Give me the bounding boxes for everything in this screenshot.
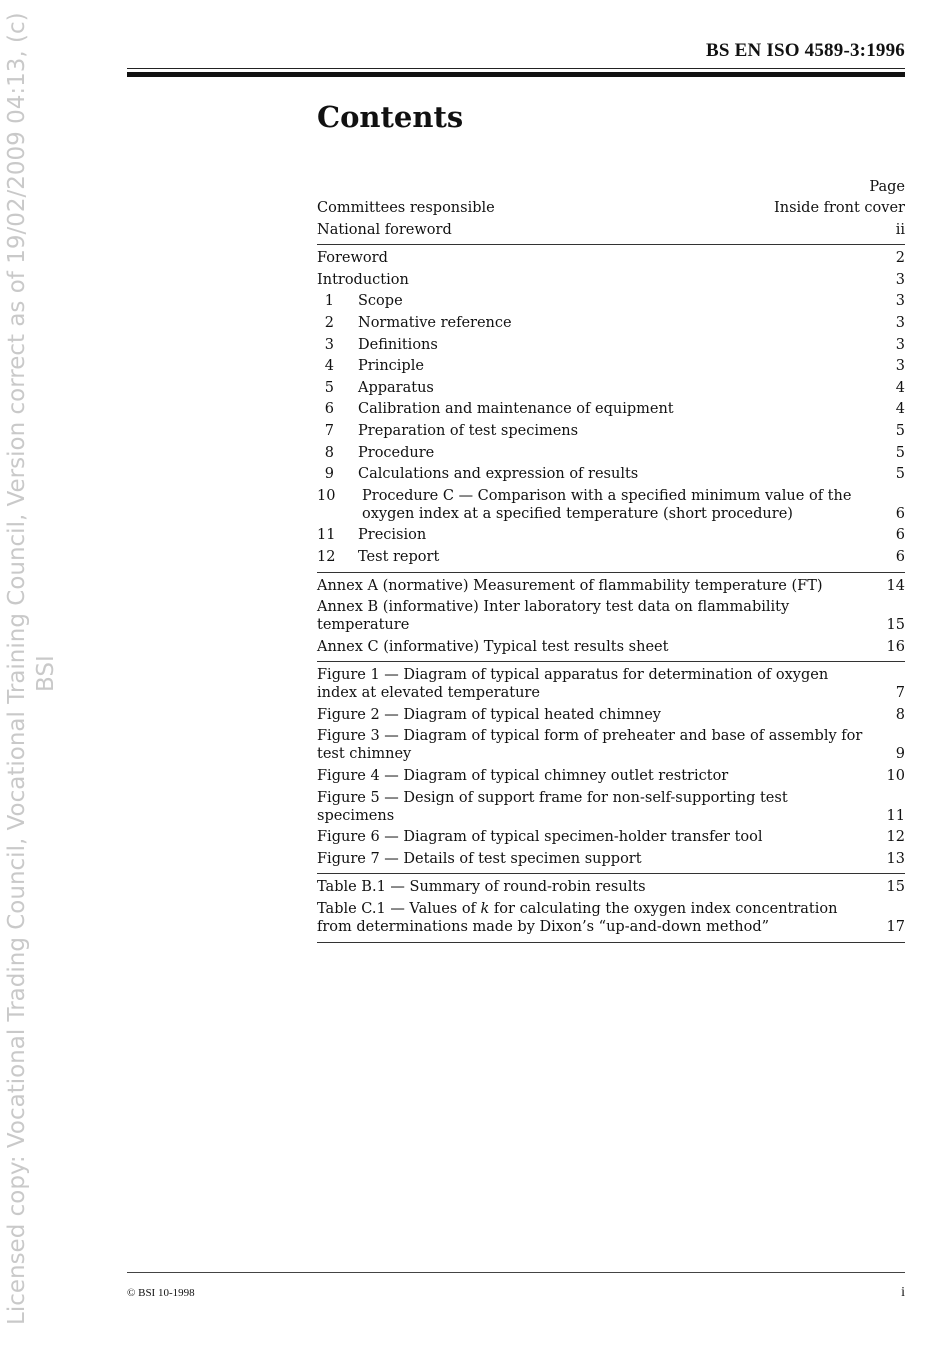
toc-entry-page: 8	[895, 706, 905, 723]
toc-figure-4[interactable]	[317, 767, 905, 785]
table-of-contents	[317, 178, 905, 947]
toc-clause-11[interactable]	[317, 526, 905, 544]
toc-entry-label: Definitions	[358, 336, 438, 353]
footer-rule	[127, 1272, 905, 1273]
clause-number: 2	[324, 314, 334, 331]
toc-annex-c[interactable]	[317, 638, 905, 656]
toc-figure-6[interactable]	[317, 828, 905, 846]
clause-number: 10	[317, 487, 336, 504]
toc-entry-label: Normative reference	[358, 314, 512, 331]
toc-entry-page: 9	[895, 746, 905, 763]
toc-clause-3[interactable]	[317, 336, 905, 354]
toc-entry-label: Figure 7 — Details of test specimen support	[317, 850, 642, 867]
toc-entry-page: 13	[886, 850, 905, 867]
toc-entry-page: 15	[886, 617, 905, 634]
toc-entry-label: Table C.1 — Values of k for calculating the oxygen index concentration from determinations made by Dixon’s “up-and-down method”	[317, 901, 838, 936]
toc-entry-page: 3	[895, 358, 905, 375]
toc-entry-label: Annex C (informative) Typical test results sheet	[317, 638, 669, 655]
toc-entry-page: 3	[895, 314, 905, 331]
toc-entry-label: Figure 3 — Diagram of typical form of preheater and base of assembly for test chimney	[317, 728, 863, 763]
toc-entry-page: 4	[895, 401, 905, 418]
watermark-line-2: BSI	[33, 655, 59, 692]
footer-copyright: © BSI 10-1998	[127, 1287, 195, 1299]
toc-entry-page: 10	[886, 768, 905, 785]
toc-entry-label: Precision	[358, 527, 427, 544]
toc-entry-label: Procedure C — Comparison with a specified minimum value of the oxygen index at a specified temperature (short procedure)	[362, 487, 852, 522]
toc-entry-label: Scope	[358, 293, 403, 310]
toc-annex-a[interactable]	[317, 577, 905, 595]
toc-entry-page: 12	[886, 829, 905, 846]
toc-table-group	[317, 878, 905, 942]
clause-number: 12	[317, 548, 336, 565]
toc-clause-10[interactable]	[317, 487, 905, 523]
clause-number: 7	[324, 422, 334, 439]
page-column-header: Page	[869, 179, 905, 195]
toc-entry-page: 15	[886, 879, 905, 896]
toc-entry-page: 7	[895, 685, 905, 702]
toc-entry-label: Procedure	[358, 444, 435, 461]
variable-k: k	[480, 901, 490, 918]
toc-entry-page: ii	[895, 221, 905, 238]
toc-clause-2[interactable]	[317, 314, 905, 332]
toc-table-b1[interactable]	[317, 878, 905, 896]
toc-entry-label: Figure 2 — Diagram of typical heated chimney	[317, 706, 661, 723]
toc-entry-national-foreword[interactable]	[317, 221, 905, 239]
watermark-line-1: Licensed copy: Vocational Trading Council, Vocational Training Council, Version correct as of 19/02/2009 04:13, (c)	[4, 12, 30, 1325]
toc-clause-8[interactable]	[317, 444, 905, 462]
toc-entry-label: Foreword	[317, 250, 388, 267]
toc-entry-page: 6	[895, 527, 905, 544]
toc-figure-3[interactable]	[317, 727, 905, 763]
toc-entry-label: National foreword	[317, 221, 452, 238]
toc-figure-1[interactable]	[317, 666, 905, 702]
toc-entry-label: Figure 4 — Diagram of typical chimney outlet restrictor	[317, 768, 729, 785]
toc-annex-group	[317, 577, 905, 663]
toc-entry-label: Annex B (informative) Inter laboratory test data on flammability temperature	[317, 599, 790, 634]
toc-clause-4[interactable]	[317, 357, 905, 375]
toc-entry-committees[interactable]	[317, 199, 905, 217]
toc-clause-5[interactable]	[317, 379, 905, 397]
toc-entry-label: Figure 6 — Diagram of typical specimen-holder transfer tool	[317, 829, 763, 846]
toc-entry-label: Annex A (normative) Measurement of flammability temperature (FT)	[317, 577, 823, 594]
header-rule-thick	[127, 72, 905, 77]
toc-entry-label: Figure 1 — Diagram of typical apparatus for determination of oxygen index at elevated temperature	[317, 667, 829, 702]
toc-annex-b[interactable]	[317, 598, 905, 634]
toc-entry-label: Figure 5 — Design of support frame for non-self-supporting test specimens	[317, 789, 788, 824]
toc-entry-page: 5	[895, 466, 905, 483]
clause-number: 6	[324, 401, 334, 418]
toc-entry-page: 3	[895, 336, 905, 353]
toc-clause-12[interactable]	[317, 548, 905, 566]
toc-entry-page: 16	[886, 638, 905, 655]
toc-entry-label: Introduction	[317, 271, 409, 288]
watermark	[0, 0, 70, 1345]
toc-entry-page: 17	[886, 919, 905, 936]
toc-entry-introduction[interactable]	[317, 271, 905, 289]
document-id: BS EN ISO 4589-3:1996	[706, 40, 905, 61]
toc-entry-page: 3	[895, 271, 905, 288]
toc-front-group	[317, 199, 905, 245]
toc-entry-page: 5	[895, 444, 905, 461]
page-title: Contents	[317, 100, 464, 134]
toc-entry-label: Committees responsible	[317, 200, 495, 216]
clause-number: 8	[324, 444, 334, 461]
toc-entry-page: 3	[895, 293, 905, 310]
toc-entry-page: Inside front cover	[774, 200, 905, 216]
toc-figure-5[interactable]	[317, 789, 905, 825]
clause-number: 4	[324, 358, 334, 375]
toc-entry-label: Calculations and expression of results	[358, 466, 639, 483]
header-rule-thin	[127, 68, 905, 69]
toc-entry-label: Principle	[358, 358, 424, 375]
footer-page-number: i	[901, 1285, 905, 1300]
toc-entry-foreword[interactable]	[317, 249, 905, 267]
clause-number: 5	[324, 379, 334, 396]
toc-entry-page: 6	[895, 505, 905, 522]
toc-entry-label: Test report	[358, 548, 440, 565]
toc-table-c1[interactable]	[317, 900, 905, 936]
toc-clause-6[interactable]	[317, 400, 905, 418]
toc-entry-page: 5	[895, 422, 905, 439]
clause-number: 9	[324, 466, 334, 483]
toc-main-group	[317, 249, 905, 572]
toc-entry-label: Preparation of test specimens	[358, 422, 579, 439]
clause-number: 1	[324, 293, 334, 310]
toc-clause-7[interactable]	[317, 422, 905, 440]
toc-entry-label: Apparatus	[358, 379, 434, 396]
toc-entry-label: Table B.1 — Summary of round-robin results	[317, 879, 646, 896]
toc-entry-label: Calibration and maintenance of equipment	[358, 401, 674, 418]
toc-entry-page: 6	[895, 548, 905, 565]
toc-clause-9[interactable]	[317, 465, 905, 483]
clause-number: 3	[324, 336, 334, 353]
toc-entry-page: 11	[886, 807, 905, 824]
toc-entry-page: 4	[895, 379, 905, 396]
toc-figure-group	[317, 666, 905, 874]
toc-clause-1[interactable]	[317, 292, 905, 310]
toc-entry-page: 14	[886, 577, 905, 594]
toc-figure-2[interactable]	[317, 706, 905, 724]
clause-number: 11	[317, 527, 336, 544]
toc-figure-7[interactable]	[317, 850, 905, 868]
toc-entry-page: 2	[895, 250, 905, 267]
